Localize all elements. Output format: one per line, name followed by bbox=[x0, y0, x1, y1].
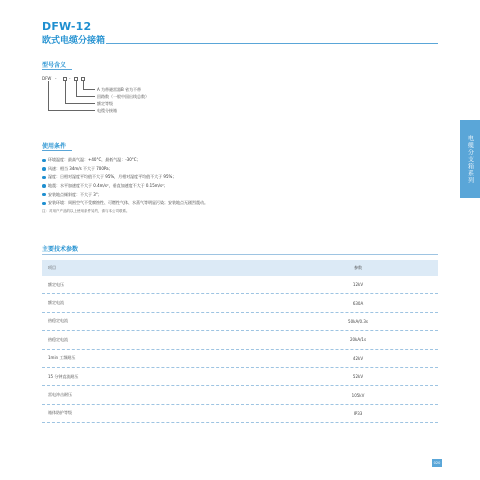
table-cell-item: 热稳定电流 bbox=[48, 318, 68, 324]
product-model-title: DFW-12 bbox=[42, 20, 92, 33]
condition-text: 风速：相当 34m/s 不大于 700Pa； bbox=[48, 165, 113, 171]
table-cell-item: 1min 工频耐压 bbox=[48, 355, 76, 361]
model-box-1 bbox=[63, 77, 67, 81]
bullet-dot-icon bbox=[42, 202, 46, 206]
model-line-d-v bbox=[48, 81, 49, 110]
table-row bbox=[42, 368, 438, 386]
condition-item bbox=[42, 182, 342, 191]
bullet-dot-icon bbox=[42, 159, 46, 163]
model-note-4: 电缆分接箱 bbox=[97, 107, 117, 113]
table-row bbox=[42, 313, 438, 331]
model-line-c-v bbox=[65, 81, 66, 103]
model-note-1: A 为带避雷器B 省为不带 bbox=[97, 86, 142, 92]
model-line-d-h bbox=[48, 110, 95, 111]
model-box-2 bbox=[74, 77, 78, 81]
table-cell-value: 105kV bbox=[351, 392, 365, 398]
model-section-underline bbox=[42, 69, 72, 70]
table-header bbox=[42, 260, 438, 276]
table-row bbox=[42, 294, 438, 312]
condition-item bbox=[42, 190, 342, 199]
table-cell-item: 热稳定电流 bbox=[48, 336, 68, 342]
condition-item bbox=[42, 173, 342, 182]
product-name-title: 欧式电缆分接箱 bbox=[42, 36, 106, 46]
conditions-section-underline bbox=[42, 150, 72, 151]
bullet-dot-icon bbox=[42, 167, 46, 171]
table-row bbox=[42, 386, 438, 404]
table-header-item: 项目 bbox=[48, 265, 56, 270]
bullet-dot-icon bbox=[42, 193, 46, 197]
table-row bbox=[42, 405, 438, 423]
params-table bbox=[42, 260, 438, 423]
conditions-section-heading: 使用条件 bbox=[42, 143, 67, 150]
table-cell-item: 箱体防护等级 bbox=[48, 410, 72, 416]
table-cell-item: 额定电流 bbox=[48, 300, 64, 306]
table-cell-value: IP33 bbox=[353, 410, 363, 416]
table-row bbox=[42, 276, 438, 294]
model-section-heading: 型号含义 bbox=[42, 62, 67, 69]
table-cell-value: 52kV bbox=[352, 374, 364, 380]
bullet-dot-icon bbox=[42, 176, 46, 180]
table-row bbox=[42, 350, 438, 368]
condition-text: 安装环境：周围空气不受腐蚀性、可燃性气体、水蒸气等明显污染；安装地点无剧烈震动。 bbox=[48, 200, 208, 206]
conditions-note: 注：对用户产品的以上使用条件另约，请与本公司联系。 bbox=[42, 208, 130, 213]
model-line-b-h bbox=[76, 96, 95, 97]
series-side-tab: 电缆分支箱系列 bbox=[460, 120, 480, 198]
table-cell-value: 20kA/1s bbox=[349, 337, 367, 343]
params-section-underline bbox=[42, 254, 438, 255]
condition-item bbox=[42, 156, 342, 165]
condition-text: 湿度：日相对湿度平均值不大于 95%，月相对湿度平均值不大于 95%； bbox=[48, 174, 177, 180]
table-cell-item: 额定电压 bbox=[48, 281, 64, 287]
table-header-value: 参数 bbox=[354, 265, 362, 270]
condition-text: 环境温度：最高气温：+40°C，最低气温：-30°C； bbox=[48, 157, 141, 163]
page-number: 020 bbox=[433, 461, 441, 465]
model-dash-2: - bbox=[69, 76, 71, 81]
table-cell-item: 雷电冲击耐压 bbox=[48, 392, 72, 398]
model-dash: - bbox=[55, 76, 57, 81]
table-cell-value: 12kV bbox=[352, 282, 364, 288]
model-prefix: DFW bbox=[42, 76, 52, 81]
table-cell-item: 15 分钟直流耐压 bbox=[48, 373, 79, 379]
condition-item bbox=[42, 199, 342, 208]
condition-text: 安装地点倾斜度：不大于 3°； bbox=[48, 191, 102, 197]
model-box-3 bbox=[81, 77, 85, 81]
conditions-list bbox=[42, 156, 342, 214]
table-cell-value: 42kV bbox=[352, 355, 364, 361]
model-note-2: 回路数（一般中国出线总数） bbox=[97, 93, 149, 99]
params-section-heading: 主要技术参数 bbox=[42, 246, 79, 253]
model-line-a-v bbox=[83, 81, 84, 89]
bullet-dot-icon bbox=[42, 184, 46, 188]
condition-item bbox=[42, 165, 342, 174]
model-line-c-h bbox=[65, 103, 95, 104]
table-row bbox=[42, 331, 438, 349]
table-cell-value: 630A bbox=[352, 300, 364, 306]
table-cell-value: 50kA/0.3s bbox=[348, 318, 368, 324]
condition-text: 地震：水平加速度不大于 0.4m/s²，垂直加速度不大于 0.15m/s²； bbox=[48, 183, 168, 189]
title-divider bbox=[106, 43, 438, 44]
model-note-3: 额定等级 bbox=[97, 100, 113, 106]
model-line-a-h bbox=[83, 89, 95, 90]
model-line-b-v bbox=[76, 81, 77, 96]
